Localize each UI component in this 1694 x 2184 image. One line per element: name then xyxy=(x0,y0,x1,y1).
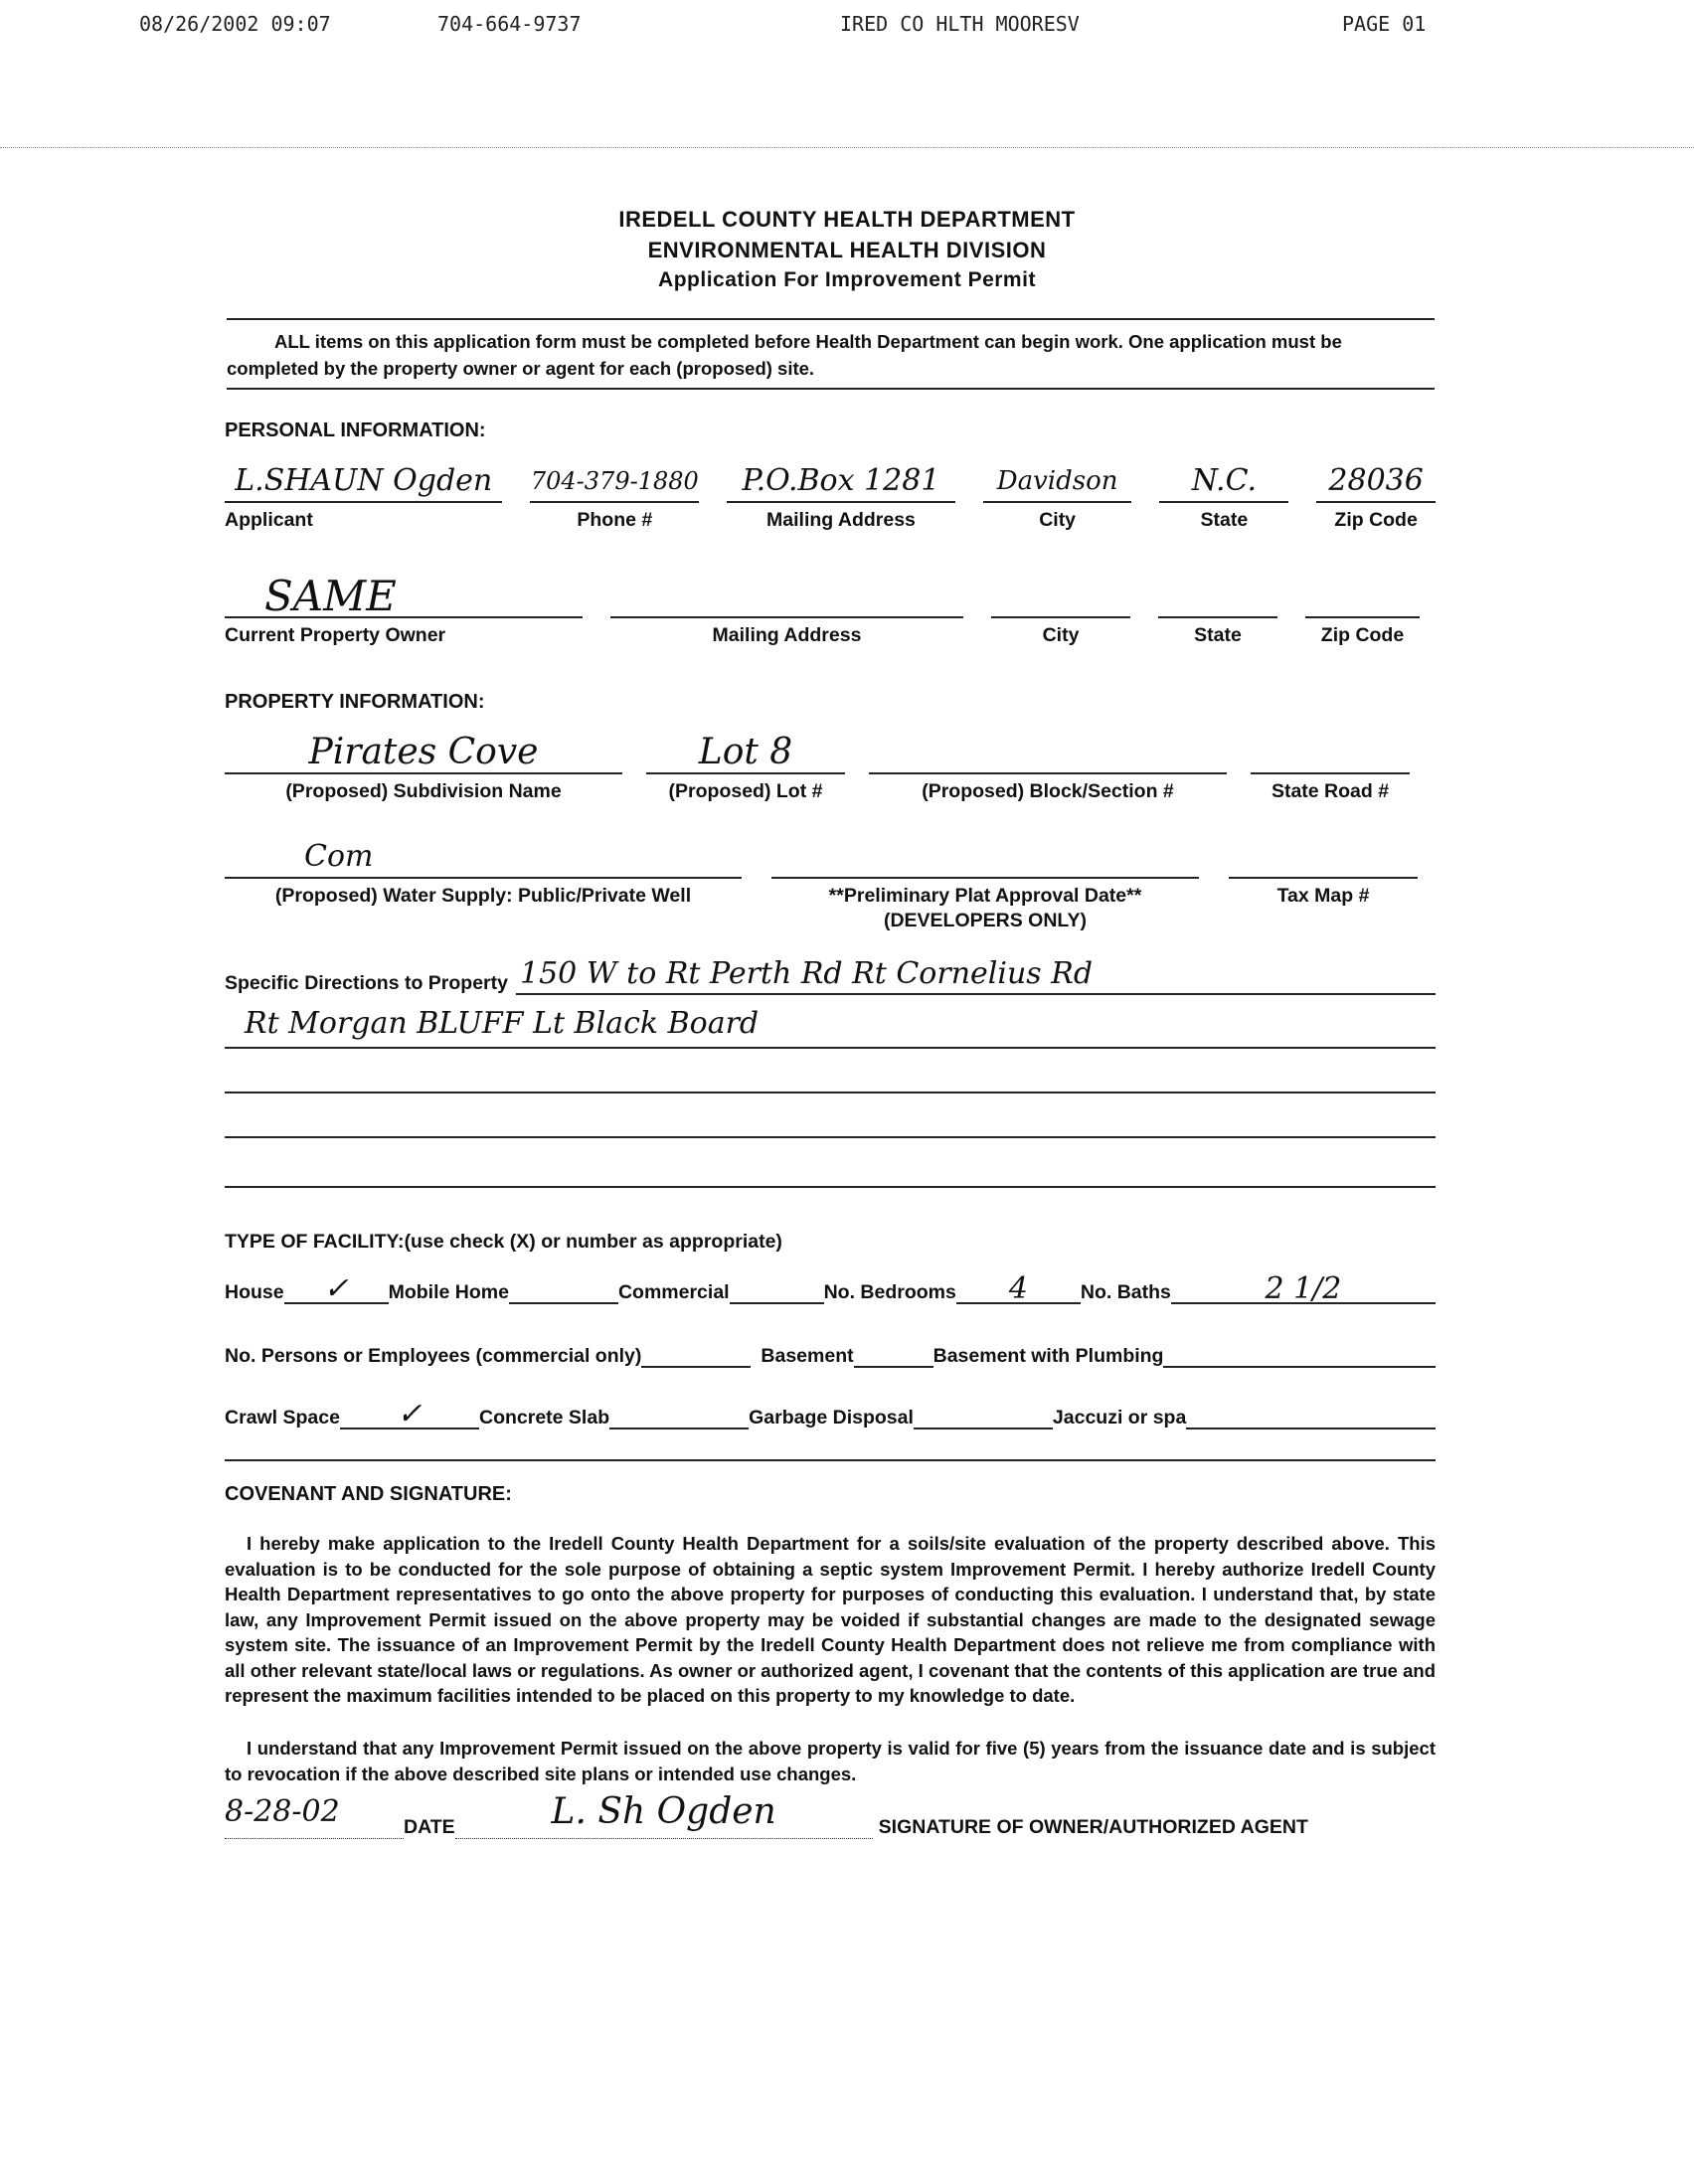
directions-line-4[interactable] xyxy=(225,1108,1436,1138)
directions-line-5[interactable] xyxy=(225,1158,1436,1188)
applicant-field[interactable]: L.SHAUN Ogden Applicant xyxy=(225,459,502,532)
basement-plumbing-field[interactable] xyxy=(1163,1338,1436,1368)
applicant-row xyxy=(225,459,1436,532)
block-field[interactable]: (Proposed) Block/Section # xyxy=(869,731,1227,803)
fax-phone: 704-664-9737 xyxy=(437,12,582,36)
commercial-field[interactable] xyxy=(730,1274,824,1304)
covenant-heading: COVENANT AND SIGNATURE: xyxy=(225,1483,512,1505)
owner-mailing-field[interactable]: Mailing Address xyxy=(610,575,963,647)
house-field[interactable]: ✓ xyxy=(284,1274,389,1304)
baths-field[interactable]: 2 1/2 xyxy=(1171,1274,1436,1304)
bedrooms-field[interactable]: 4 xyxy=(956,1274,1081,1304)
divider xyxy=(0,147,1694,148)
covenant-paragraph-2: I understand that any Improvement Permit issued on the above property is valid for five (5) years from the issuance date and is subject to revocation if the above described site plans or intended use changes. xyxy=(225,1738,1436,1784)
owner-state-field[interactable]: State xyxy=(1158,575,1277,647)
owner-zip-field[interactable]: Zip Code xyxy=(1305,575,1420,647)
jaccuzi-field[interactable] xyxy=(1186,1400,1436,1429)
facility-heading: TYPE OF FACILITY: (use check (X) or number as appropriate) xyxy=(225,1231,782,1253)
house-row: House ✓ Mobile Home Commercial No. Bedrooms 4 No. Baths 2 1/2 xyxy=(225,1274,1436,1304)
state-field[interactable]: N.C. State xyxy=(1159,459,1288,532)
divider xyxy=(227,388,1435,390)
signature-row: 8-28-02 DATE L. Sh Ogden SIGNATURE OF OWNER/AUTHORIZED AGENT xyxy=(225,1791,1308,1838)
tax-map-field[interactable]: Tax Map # xyxy=(1229,835,1418,908)
phone-field[interactable]: 704-379-1880 Phone # xyxy=(530,459,699,532)
water-row xyxy=(225,835,1436,932)
directions-row: Specific Directions to Property 150 W to Rt Perth Rd Rt Cornelius Rd xyxy=(225,959,1436,995)
fax-datetime: 08/26/2002 09:07 xyxy=(139,12,331,36)
divider xyxy=(225,1459,1436,1461)
directions-line-1[interactable]: 150 W to Rt Perth Rd Rt Cornelius Rd xyxy=(516,959,1436,995)
zip-field[interactable]: 28036 Zip Code xyxy=(1316,459,1436,532)
crawl-row: Crawl Space ✓ Concrete Slab Garbage Disposal Jaccuzi or spa xyxy=(225,1400,1436,1429)
subdivision-field[interactable]: Pirates Cove (Proposed) Subdivision Name xyxy=(225,731,622,803)
concrete-slab-field[interactable] xyxy=(609,1400,749,1429)
mobile-home-field[interactable] xyxy=(509,1274,618,1304)
form-title-3: Application For Improvement Permit xyxy=(658,268,1036,291)
covenant-paragraph-1: I hereby make application to the Iredell County Health Department for a soils/site evaluation of the property described above. This evaluation is to be conducted for the sole purpose of obtaining a septic system Improvement Permit. I hereby authorize Iredell County Health Department representatives to go onto the above property for purposes of conducting this evaluation. I understand that, by state law, any Improvement Permit issued on the above property may be voided if substantial changes are made to the designated sewage system site. The issuance of an Improvement Permit by the Iredell County Health Department does not relieve me from compliance with all other relevant state/local laws or regulations. As owner or authorized agent, I covenant that the contents of this application are true and represent the maximum facilities intended to be placed on this property to my knowledge to date. xyxy=(225,1533,1436,1706)
garbage-disposal-field[interactable] xyxy=(914,1400,1053,1429)
persons-field[interactable] xyxy=(641,1338,751,1368)
form-title-1: IREDELL COUNTY HEALTH DEPARTMENT xyxy=(618,207,1076,232)
city-field[interactable]: Davidson City xyxy=(983,459,1132,532)
crawl-space-field[interactable]: ✓ xyxy=(340,1400,479,1429)
personal-heading: PERSONAL INFORMATION: xyxy=(225,420,486,441)
water-supply-field[interactable]: Com (Proposed) Water Supply: Public/Private Well xyxy=(225,835,742,908)
basement-field[interactable] xyxy=(854,1338,933,1368)
divider xyxy=(227,318,1435,320)
date-field[interactable]: 8-28-02 xyxy=(225,1797,404,1839)
subdivision-row xyxy=(225,731,1436,803)
directions-line-3[interactable] xyxy=(225,1064,1436,1093)
owner-row xyxy=(225,572,1436,647)
fax-page: PAGE 01 xyxy=(1342,12,1427,36)
owner-field[interactable]: SAME Current Property Owner xyxy=(225,575,583,647)
owner-city-field[interactable]: City xyxy=(991,575,1130,647)
lot-field[interactable]: Lot 8 (Proposed) Lot # xyxy=(646,731,845,803)
state-road-field[interactable]: State Road # xyxy=(1251,731,1410,803)
intro-text: ALL items on this application form must be completed before Health Department can begin work. One application must be completed by the property owner or agent for each (proposed) site. xyxy=(227,331,1342,379)
form-title-2: ENVIRONMENTAL HEALTH DIVISION xyxy=(647,238,1047,262)
directions-line-2[interactable]: Rt Morgan BLUFF Lt Black Board xyxy=(225,1009,1436,1049)
fax-sender: IRED CO HLTH MOORESV xyxy=(840,12,1080,36)
signature-field[interactable]: L. Sh Ogden xyxy=(455,1797,873,1839)
plat-date-field[interactable]: **Preliminary Plat Approval Date** (DEVELOPERS ONLY) xyxy=(771,835,1199,932)
persons-row: No. Persons or Employees (commercial only) Basement Basement with Plumbing xyxy=(225,1338,1436,1368)
mailing-address-field[interactable]: P.O.Box 1281 Mailing Address xyxy=(727,459,955,532)
property-heading: PROPERTY INFORMATION: xyxy=(225,691,485,713)
